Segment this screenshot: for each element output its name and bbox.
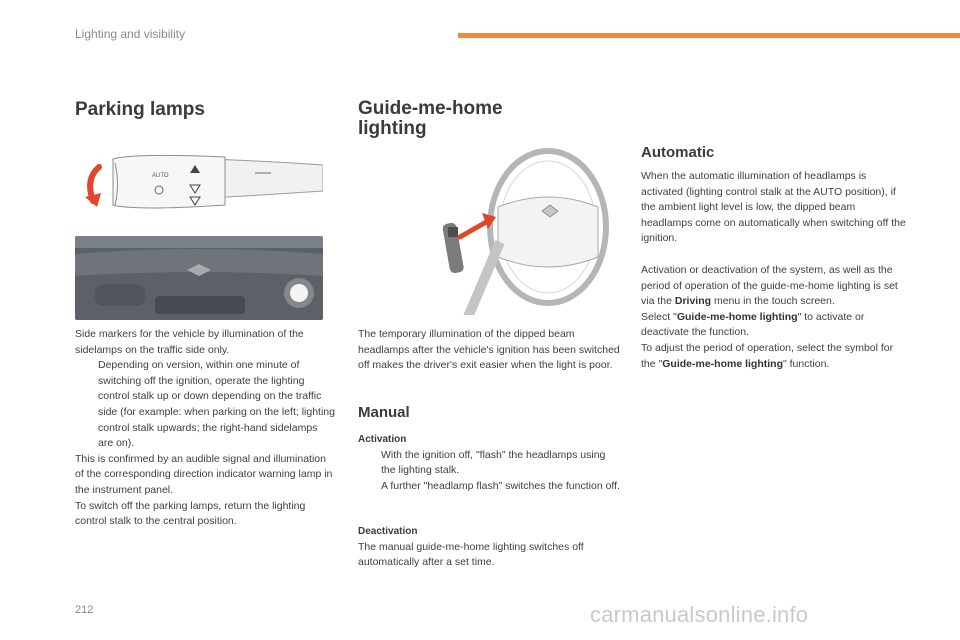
automatic-p2: Activation or deactivation of the system, as well as the period of operation of the guide-me-home lighting is set via the Driving menu in the touch screen. [641,264,898,308]
watermark: carmanualsonline.info [590,602,809,627]
automatic-p1: When the automatic illumination of headlamps is activated (lighting control stalk at the AUTO position), if the ambient light level is low, the dipped beam headlamps come on automatically when switching off the ignition. [641,170,906,245]
section-title: Lighting and visibility [75,27,186,41]
deactivation-heading: Deactivation [358,526,418,537]
automatic-p3: Select "Guide-me-home lighting" to activate or deactivate the function. [641,310,865,339]
parking-bullet: Depending on version, within one minute of switching off the ignition, operate the lighting control stalk up or down depending on the traffic side (for example: when parking on the left; lighting control stalk upwards; the right-hand sidelamps are on). [98,359,335,450]
manual-deactivation-block [358,524,620,571]
stalk-auto-label: AUTO [152,173,169,179]
automatic-title: Automatic [641,144,715,161]
guide-me-home-title: Guide-me-home lighting [358,98,503,139]
parking-intro: Side markers for the vehicle by illumination of the sidelamps on the traffic side only. [75,328,304,356]
parking-confirm: This is confirmed by an audible signal and illumination of the corresponding direction indicator warning lamp in the instrument panel. [75,452,333,496]
header-accent-bar [458,33,960,38]
parking-switch-off: To switch off the parking lamps, return the lighting control stalk to the central position. [75,499,306,528]
manual-title: Manual [358,404,410,421]
guide-intro: The temporary illumination of the dipped beam headlamps after the vehicle's ignition has been switched off makes the driver's exit easier when the light is poor. [358,328,620,372]
parking-lamps-title: Parking lamps [75,99,205,120]
page-number: 212 [75,604,94,616]
manual-activation-block [358,432,620,494]
deactivation-text: The manual guide-me-home lighting switches off automatically after a set time. [358,540,584,569]
parking-lamps-text [75,327,335,530]
activation-bullet-2: A further "headlamp flash" switches the function off. [381,479,620,492]
activation-bullet-1: With the ignition off, "flash" the headlamps using the lighting stalk. [381,448,606,477]
steering-wheel-illustration [438,147,610,315]
car-front-night-photo [75,236,323,320]
activation-heading: Activation [358,434,407,445]
automatic-p4: To adjust the period of operation, select the symbol for the "Guide-me-home lighting" function. [641,341,894,370]
lighting-stalk-illustration [75,145,323,225]
automatic-settings-block [641,263,909,372]
